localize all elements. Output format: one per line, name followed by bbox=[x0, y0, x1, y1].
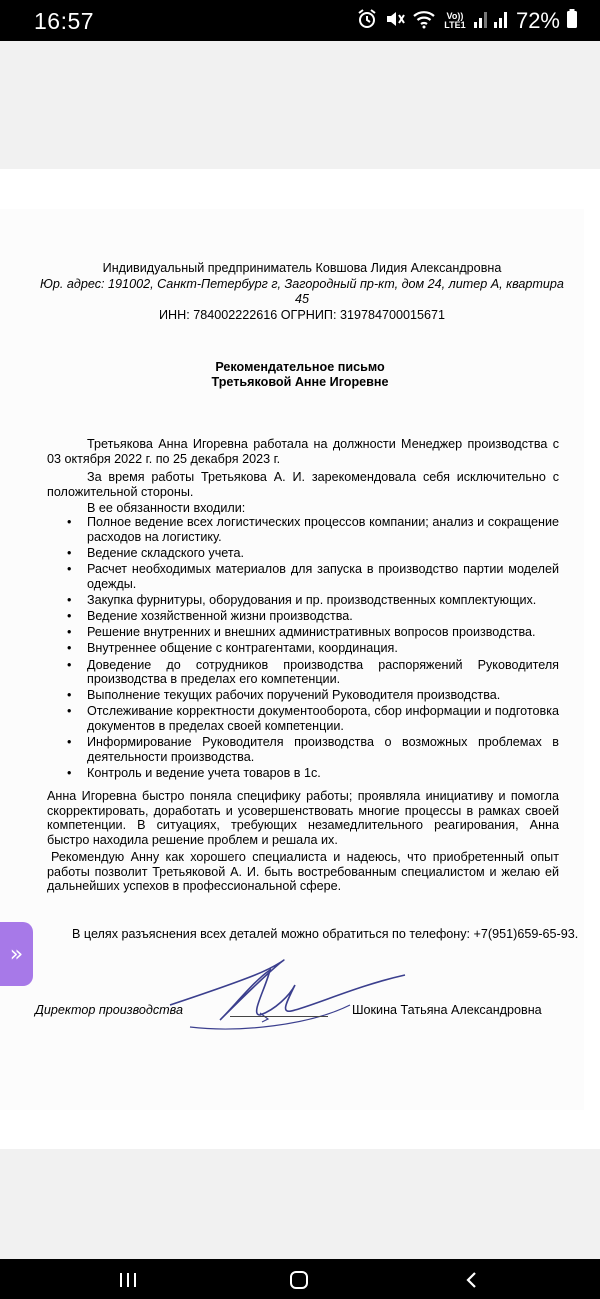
duty-item: • Отслеживание корректности документооборота, сбор информации и подготовка документов в пределах своей компетенции. bbox=[67, 704, 559, 734]
letterhead-line-3: ИНН: 784002222616 ОГРНИП: 319784700015671 bbox=[158, 307, 446, 322]
signal-icon-2 bbox=[494, 10, 508, 33]
duties-list bbox=[67, 515, 559, 782]
bullet-icon: • bbox=[67, 515, 72, 529]
duty-item: • Внутреннее общение с контрагентами, координация. bbox=[67, 641, 398, 656]
bullet-icon: • bbox=[67, 592, 72, 607]
duty-item: • Ведение складского учета. bbox=[67, 545, 244, 560]
back-icon[interactable] bbox=[462, 1271, 482, 1294]
duties-intro: В ее обязанности входили: bbox=[87, 501, 246, 515]
viewer-bottom-area bbox=[0, 1149, 600, 1259]
battery-icon bbox=[566, 9, 578, 34]
double-chevron-right-icon: » bbox=[9, 941, 24, 967]
signer-role: Директор производства bbox=[35, 1003, 183, 1017]
volte-label: Vo)) LTE1 bbox=[444, 11, 466, 30]
duty-item: • Информирование Руководителя производства о возможных проблемах в деятельности производства. bbox=[67, 735, 559, 764]
signer-name: Шокина Татьяна Александровна bbox=[352, 1003, 542, 1017]
viewer-top-area bbox=[0, 41, 600, 169]
bullet-icon: • bbox=[67, 561, 72, 576]
letter-title-2: Третьяковой Анне Игоревне bbox=[211, 375, 389, 389]
paragraph-recommendation: Рекомендую Анну как хорошего специалиста и надеюсь, что приобретенный опыт работы позволит Третьяковой А. И. быть востребованным специалистом и желаю ей дальнейших успехов в профессиональной сфере. bbox=[47, 850, 559, 894]
alarm-icon bbox=[356, 8, 378, 35]
navigation-bar bbox=[0, 1259, 600, 1299]
duty-item: • Контроль и ведение учета товаров в 1с. bbox=[67, 766, 321, 781]
duty-item: • Решение внутренних и внешних административных вопросов производства. bbox=[67, 625, 536, 640]
status-bar bbox=[0, 0, 600, 41]
bullet-icon: • bbox=[67, 657, 72, 672]
wifi-icon bbox=[412, 9, 436, 34]
side-panel-handle[interactable] bbox=[0, 922, 33, 986]
battery-level: 72% bbox=[515, 8, 560, 33]
letter-title-1: Рекомендательное письмо bbox=[215, 360, 385, 374]
bullet-icon: • bbox=[67, 545, 72, 560]
duty-item: • Расчет необходимых материалов для запуска в производство партии моделей одежды. bbox=[67, 561, 559, 591]
duty-item: • Закупка фурнитуры, оборудования и пр. производственных комплектующих. bbox=[67, 592, 537, 607]
signal-icon-1 bbox=[474, 10, 488, 33]
letterhead bbox=[40, 261, 564, 323]
bullet-icon: • bbox=[67, 704, 72, 719]
duty-item: • Полное ведение всех логистических процессов компании; анализ и сокращение расходов на логистику. bbox=[67, 515, 559, 544]
duty-item: • Выполнение текущих рабочих поручений Руководителя производства. bbox=[67, 688, 501, 703]
status-icons bbox=[356, 6, 578, 36]
clock: 16:57 bbox=[34, 8, 95, 34]
paragraph-performance: Анна Игоревна быстро поняла специфику работы; проявляла инициативу и помогла скорректировать, доработать и усовершенствовать многие процессы в рамках своей компетенции. В ситуациях, требующих незамедлительного реагирования, Анна быстро находила решение проблем и решала их. bbox=[47, 789, 559, 847]
bullet-icon: • bbox=[67, 608, 72, 623]
home-icon[interactable] bbox=[289, 1271, 309, 1294]
bullet-icon: • bbox=[67, 766, 72, 781]
letterhead-line-2: Юр. адрес: 191002, Санкт-Петербург г, Загородный пр-кт, дом 24, литер А, квартира 45 bbox=[40, 276, 564, 306]
contact-line: В целях разъяснения всех деталей можно обратиться по телефону: +7(951)659-65-93. bbox=[72, 927, 579, 941]
bullet-icon: • bbox=[67, 688, 72, 703]
bullet-icon: • bbox=[67, 625, 72, 640]
duty-item: • Ведение хозяйственной жизни производства. bbox=[67, 608, 353, 623]
bullet-icon: • bbox=[67, 735, 72, 750]
paragraph-employment: Третьякова Анна Игоревна работала на должности Менеджер производства с 03 октября 2022 г. по 25 декабря 2023 г. bbox=[47, 437, 559, 466]
duty-item: • Доведение до сотрудников производства распоряжений Руководителя производства в пределах его компетенции. bbox=[67, 657, 559, 687]
signature-image bbox=[160, 935, 410, 1050]
bullet-icon: • bbox=[67, 641, 72, 656]
paragraph-reputation: За время работы Третьякова А. И. зарекомендовала себя исключительно с положительной стороны. bbox=[47, 470, 559, 499]
recent-apps-icon[interactable] bbox=[118, 1271, 138, 1294]
letterhead-line-1: Индивидуальный предприниматель Ковшова Лидия Александровна bbox=[102, 261, 502, 275]
signature-line bbox=[230, 1016, 328, 1017]
mute-icon bbox=[384, 8, 406, 35]
